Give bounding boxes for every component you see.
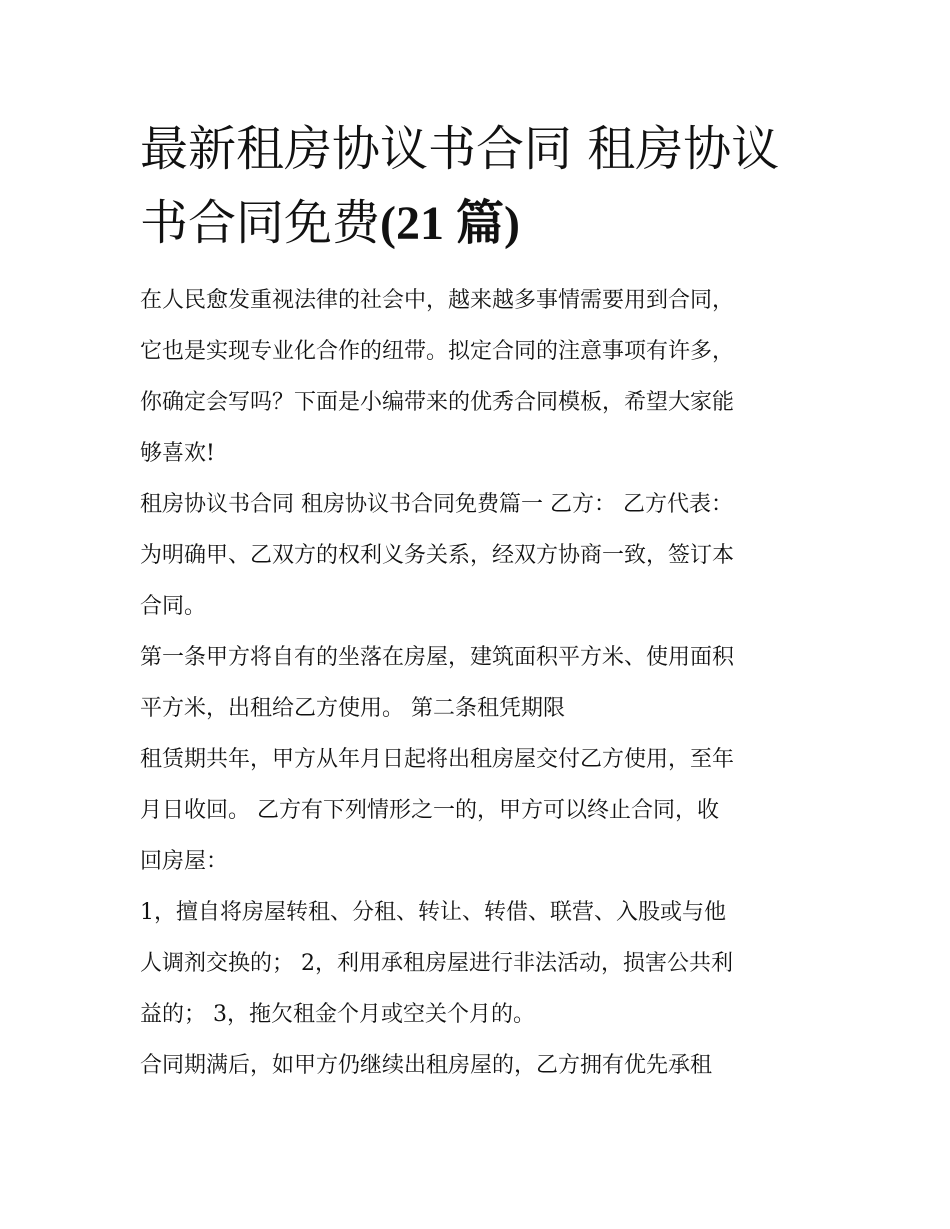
title-line-2-count: (21 篇): [380, 197, 520, 250]
body-line: 益的； 3，拖欠租金个月或空关个月的。: [140, 1002, 535, 1027]
body-line: 它也是实现专业化合作的纽带。拟定合同的注意事项有许多，: [140, 339, 735, 364]
body-line: 租房协议书合同 租房协议书合同免费篇一 乙方： 乙方代表：: [140, 492, 733, 517]
title-line-2-prefix: 书合同免费: [140, 195, 381, 251]
document-body: [140, 275, 830, 1091]
body-line: 合同。: [140, 594, 207, 619]
body-line: 人调剂交换的； 2，利用承租房屋进行非法活动，损害公共利: [140, 951, 733, 976]
body-line: 第一条甲方将自有的坐落在房屋，建筑面积平方米、使用面积: [140, 645, 735, 670]
body-line: 够喜欢!: [140, 441, 215, 466]
body-line: 平方米，出租给乙方使用。 第二条租凭期限: [140, 696, 565, 721]
body-line: 租赁期共年，甲方从年月日起将出租房屋交付乙方使用，至年: [140, 747, 735, 772]
body-line: 月日收回。 乙方有下列情形之一的，甲方可以终止合同，收: [140, 798, 719, 823]
body-line: 为明确甲、乙双方的权利义务关系，经双方协商一致，签订本: [140, 543, 735, 568]
body-line: 在人民愈发重视法律的社会中，越来越多事情需要用到合同，: [140, 288, 735, 313]
body-line: 合同期满后，如甲方仍继续出租房屋的，乙方拥有优先承租: [140, 1053, 713, 1078]
body-line: 回房屋：: [140, 849, 229, 874]
body-line: 你确定会写吗？下面是小编带来的优秀合同模板，希望大家能: [140, 390, 735, 415]
document-title: [140, 112, 820, 261]
body-line: 1，擅自将房屋转租、分租、转让、转借、联营、入股或与他: [140, 900, 726, 925]
title-line-1: 最新租房协议书合同 租房协议: [140, 121, 780, 177]
